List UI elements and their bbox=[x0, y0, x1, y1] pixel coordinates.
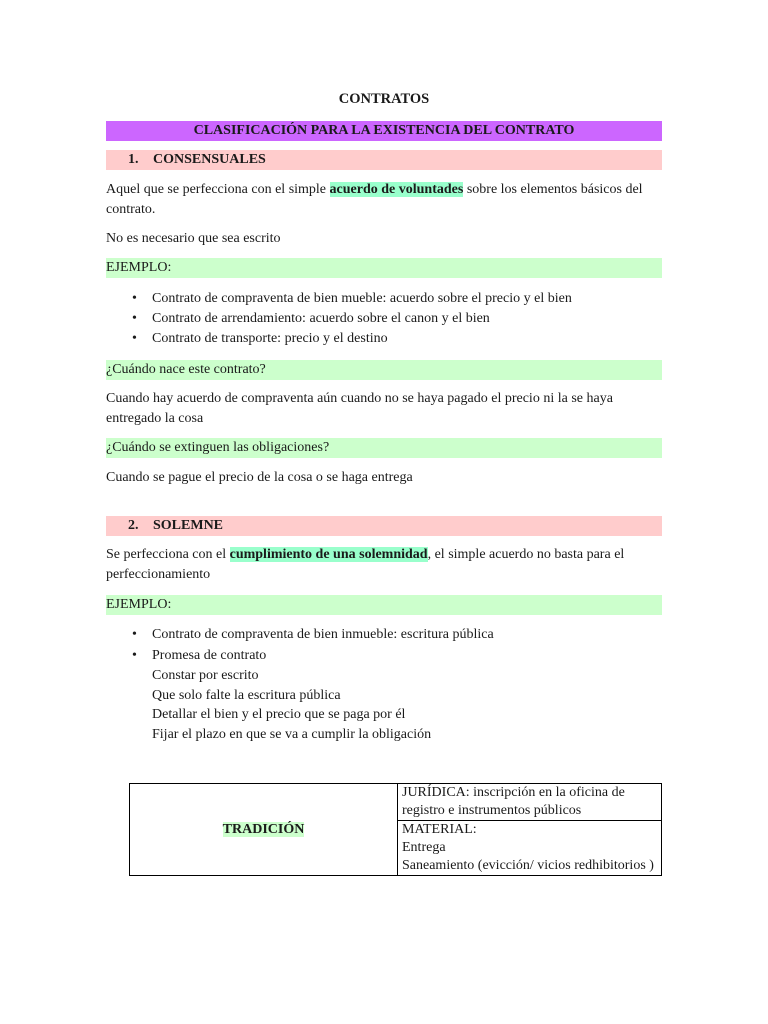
sub-line: Detallar el bien y el precio que se paga por él bbox=[152, 707, 406, 722]
list-item bbox=[106, 329, 666, 349]
bullet-icon: • bbox=[132, 331, 137, 346]
sub-line: Que solo falte la escritura pública bbox=[152, 687, 341, 703]
highlight-term: acuerdo de voluntades bbox=[329, 182, 464, 197]
material-title: MATERIAL: bbox=[402, 822, 477, 837]
answer-extinction: Cuando se pague el precio de la cosa o se haga entrega bbox=[106, 470, 413, 485]
list-item-text: Contrato de compraventa de bien mueble: acuerdo sobre el precio y el bien bbox=[152, 291, 572, 306]
question-birth: ¿Cuándo nace este contrato? bbox=[106, 360, 662, 380]
solemne-intro bbox=[106, 545, 662, 585]
material-item: Entrega bbox=[402, 840, 446, 855]
intro-text-continued: sobre los elementos básicos del contrato. bbox=[106, 182, 643, 217]
tradicion-cell bbox=[130, 784, 398, 876]
list-item-text: Contrato de compraventa de bien inmueble: escritura pública bbox=[152, 627, 494, 642]
bullet-icon: • bbox=[132, 311, 137, 326]
list-item bbox=[106, 625, 666, 645]
material-cell bbox=[398, 821, 662, 876]
classification-header: CLASIFICACIÓN PARA LA EXISTENCIA DEL CONTRATO bbox=[106, 121, 662, 141]
section-number: 1. bbox=[128, 152, 139, 167]
juridica-cell: JURÍDICA: inscripción en la oficina de registro e instrumentos públicos bbox=[398, 784, 662, 821]
list-item bbox=[106, 646, 666, 666]
material-item: Saneamiento (evicción/ vicios redhibitorios ) bbox=[402, 858, 654, 873]
question-extinction: ¿Cuándo se extinguen las obligaciones? bbox=[106, 438, 662, 458]
tradicion-label: TRADICIÓN bbox=[222, 821, 305, 837]
highlight-term: cumplimiento de una solemnidad bbox=[229, 547, 428, 562]
section-number: 2. bbox=[128, 518, 139, 533]
intro-text-continued: , el simple acuerdo no basta para el perfeccionamiento bbox=[106, 547, 625, 582]
answer-birth: Cuando hay acuerdo de compraventa aún cuando no se haya pagado el precio ni la se haya entregado la cosa bbox=[106, 391, 613, 426]
sub-line: Fijar el plazo en que se va a cumplir la obligación bbox=[152, 726, 432, 742]
list-item bbox=[106, 289, 666, 309]
example-label: EJEMPLO: bbox=[106, 595, 662, 615]
tradicion-table bbox=[129, 783, 662, 876]
bullet-icon: • bbox=[132, 627, 137, 642]
section-heading-solemne bbox=[106, 516, 662, 536]
bullet-icon: • bbox=[132, 648, 137, 663]
section-title: SOLEMNE bbox=[153, 518, 224, 533]
section-title: CONSENSUALES bbox=[153, 152, 266, 167]
list-item-text: Contrato de transporte: precio y el destino bbox=[152, 331, 388, 346]
list-item-text: Contrato de arrendamiento: acuerdo sobre el canon y el bien bbox=[152, 311, 490, 326]
bullet-icon: • bbox=[132, 291, 137, 306]
consensuales-intro bbox=[106, 180, 662, 220]
consensuales-note: No es necesario que sea escrito bbox=[106, 231, 281, 246]
list-item-text: Promesa de contrato bbox=[152, 648, 267, 663]
consensuales-examples bbox=[106, 289, 666, 349]
document-title: CONTRATOS bbox=[338, 91, 430, 107]
intro-text: Se perfecciona con el bbox=[106, 547, 230, 562]
section-heading-consensuales bbox=[106, 150, 662, 170]
example-label: EJEMPLO: bbox=[106, 258, 662, 278]
solemne-examples bbox=[106, 625, 666, 744]
sub-line: Constar por escrito bbox=[152, 668, 259, 683]
list-item bbox=[106, 309, 666, 329]
intro-text: Aquel que se perfecciona con el simple bbox=[106, 182, 330, 197]
